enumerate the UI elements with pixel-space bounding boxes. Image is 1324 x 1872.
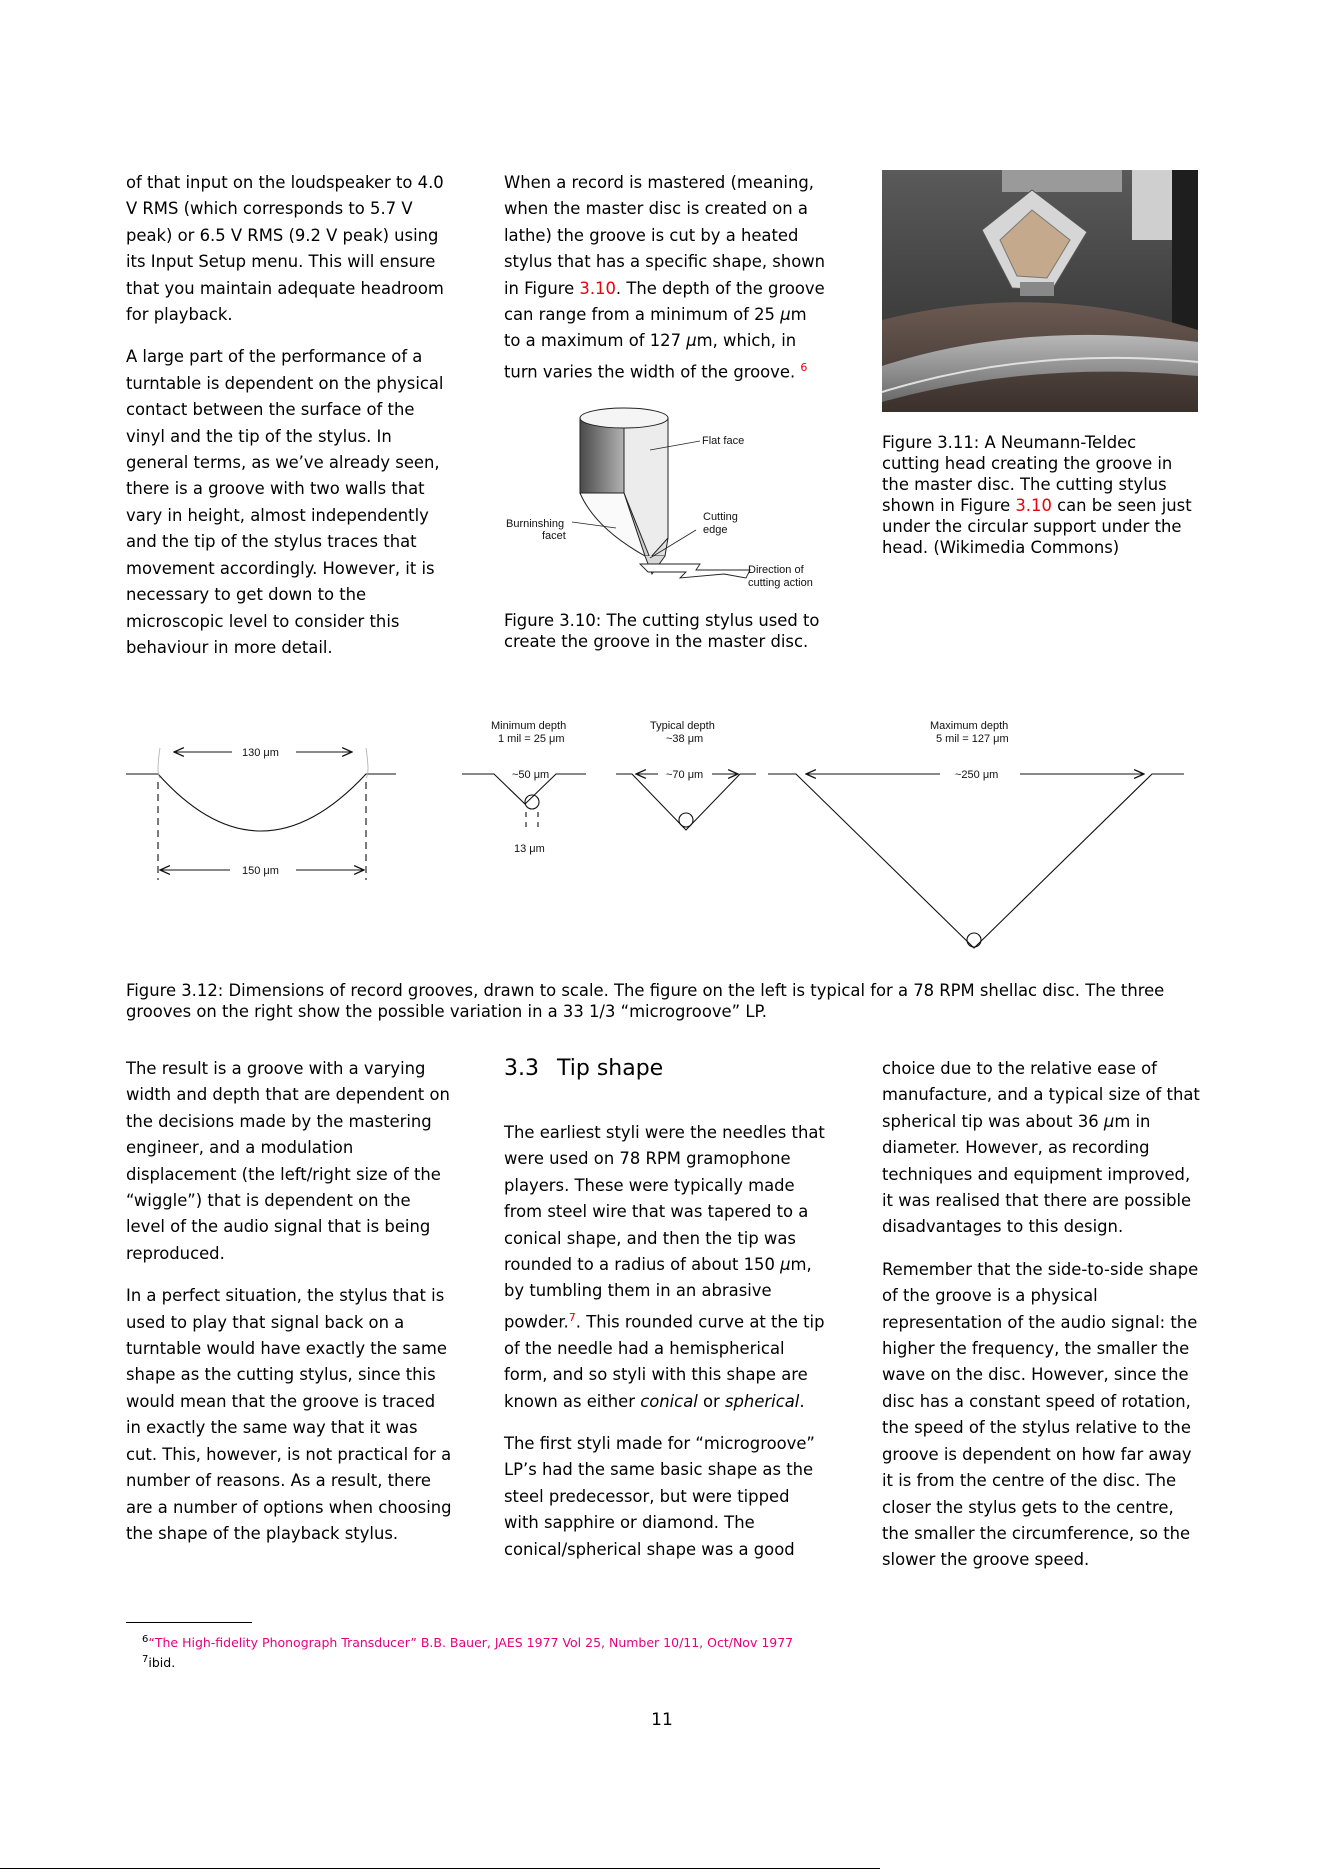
- figure-3-10-caption: Figure 3.10: The cutting stylus used to create the groove in the master disc.: [504, 611, 820, 651]
- label-150um: 150 μm: [242, 865, 279, 877]
- label-cutting-edge: edge: [703, 524, 728, 536]
- mu-symbol: μ: [1103, 1111, 1115, 1131]
- paragraph: [504, 1120, 826, 1415]
- figure-3-12-caption: Figure 3.12: Dimensions of record grooves, drawn to scale. The figure on the left is typical for a 78 RPM shellac disc. The three grooves on the right show the possible variation in a 33 1/3 “microgroove” LP.: [126, 981, 1165, 1021]
- label-typ-um: ~38 μm: [666, 733, 704, 745]
- paragraph: The result is a groove with a varying width and depth that are dependent on the decisions made by the mastering engineer, and a modulation displacement (the left/right size of the “wiggle”) that is dependent on the level of the audio signal that is being reproduced.: [126, 1059, 450, 1263]
- groove-dimensions-diagram: [120, 708, 1200, 958]
- footnote-link[interactable]: “The High-fidelity Phonograph Transducer” B.B. Bauer, JAES 1977 Vol 25, Number 10/11, Oct/Nov 1977: [148, 1635, 794, 1651]
- bottom-rule: [0, 1868, 880, 1869]
- section-number: 3.3: [504, 1056, 539, 1081]
- label-burnishing-facet: Burninshing: [506, 518, 565, 530]
- label-70um: ~70 μm: [666, 769, 704, 781]
- text-run: .: [799, 1391, 805, 1411]
- label-direction: Direction of: [748, 564, 804, 576]
- figure-link[interactable]: 3.10: [579, 278, 616, 298]
- text-run: m in diameter. However, as recording techniques and equipment improved, it was realised that there are possible disadvantages to this design.: [882, 1111, 1192, 1237]
- page-number: 11: [651, 1710, 673, 1730]
- cutting-stylus-diagram: [500, 398, 830, 593]
- mu-symbol: μ: [780, 1255, 791, 1275]
- label-min-mil: 1 mil = 25 μm: [498, 733, 565, 745]
- footnote-ref-6[interactable]: 6: [800, 360, 808, 374]
- column-3-bottom: [882, 1056, 1204, 1590]
- label-250um: ~250 μm: [955, 769, 999, 781]
- text-run: or: [697, 1391, 725, 1411]
- footnote-6: [126, 1631, 793, 1651]
- caption-text: can be seen just under the circular support under the head. (Wikimedia Commons): [882, 496, 1192, 557]
- figure-link[interactable]: 3.10: [1015, 496, 1052, 515]
- label-cutting-edge: Cutting: [703, 511, 738, 523]
- label-130um: 130 μm: [242, 747, 279, 759]
- footnote-rule: [126, 1622, 252, 1623]
- footnotes: [126, 1622, 793, 1671]
- footnote-ref-7[interactable]: 7: [568, 1310, 576, 1324]
- column-1-bottom: [126, 1056, 452, 1563]
- label-max-mil: 5 mil = 127 μm: [936, 733, 1009, 745]
- footnote-number: 7: [142, 1654, 149, 1666]
- emphasis-conical: conical: [640, 1391, 698, 1411]
- section-title: Tip shape: [557, 1056, 664, 1081]
- text-run: m, which, in turn varies the width of the groove.: [504, 331, 801, 382]
- text-run: . This rounded curve at the tip of the needle had a hemispherical form, and so styli with this shape are known as either: [504, 1312, 825, 1411]
- label-flat-face: Flat face: [702, 435, 745, 447]
- cutting-head-photo: [882, 170, 1198, 412]
- text-run: m to a maximum of 127: [504, 305, 807, 351]
- footnote-7: [126, 1651, 793, 1671]
- column-1-top: [126, 170, 448, 677]
- label-50um: ~50 μm: [512, 769, 550, 781]
- text-run: m, by tumbling them in an abrasive powder.: [504, 1255, 812, 1332]
- paragraph: of that input on the loudspeaker to 4.0 V RMS (which corresponds to 5.7 V peak) or 6.5 V RMS (9.2 V peak) using its Input Setup menu. This will ensure that you maintain adequate headroom for playback.: [126, 173, 444, 325]
- emphasis-spherical: spherical: [724, 1391, 800, 1411]
- label-13um: 13 μm: [514, 843, 545, 855]
- paragraph: A large part of the performance of a turntable is dependent on the physical contact between the surface of the vinyl and the tip of the stylus. In general terms, as we’ve already seen, there is a groove with two walls that vary in height, almost independently and the tip of the stylus traces that movement accordingly. However, it is necessary to get down to the microscopic level to consider this behaviour in more detail.: [126, 347, 444, 657]
- caption-text: Figure 3.11: A Neumann-Teldec cutting head creating the groove in the master disc. The cutting stylus shown in Figure: [882, 433, 1173, 515]
- column-2-top: [504, 170, 826, 402]
- label-burnishing-facet: facet: [542, 530, 566, 542]
- paragraph: [504, 170, 826, 386]
- cutting-head-illustration: [882, 170, 1198, 412]
- paragraph: [882, 1056, 1204, 1241]
- label-min-depth: Minimum depth: [491, 720, 567, 732]
- column-2-bottom: [504, 1056, 826, 1579]
- text-run: . The depth of the groove can range from a minimum of 25: [504, 278, 825, 325]
- label-max-depth: Maximum depth: [930, 720, 1009, 732]
- mu-symbol: μ: [780, 305, 791, 325]
- text-run: When a record is mastered (meaning, when the master disc is created on a lathe) the groove is cut by a heated stylus that has a specific shape, shown in Figure: [504, 173, 826, 298]
- paragraph: In a perfect situation, the stylus that is used to play that signal back on a turntable would have exactly the same shape as the cutting stylus, since this would mean that the groove is traced in exactly the same way that it was cut. This, however, is not practical for a number of reasons. As a result, there are a number of options when choosing the shape of the playback stylus.: [126, 1286, 452, 1543]
- figure-3-11-caption: [882, 432, 1198, 558]
- mu-symbol: μ: [686, 331, 697, 351]
- paragraph: The first styli made for “microgroove” LP’s had the same basic shape as the steel predecessor, but were tipped with sapphire or diamond. The conical/spherical shape was a good: [504, 1433, 815, 1559]
- section-heading: [504, 1056, 826, 1082]
- label-direction: cutting action: [748, 577, 813, 589]
- text-run: The earliest styli were the needles that were used on 78 RPM gramophone players. These were typically made from steel wire that was tapered to a conical shape, and then the tip was rounded to a radius of about 150: [504, 1123, 825, 1275]
- paragraph: Remember that the side-to-side shape of the groove is a physical representation of the audio signal: the higher the frequency, the smaller the wave on the disc. However, since the disc has a constant speed of rotation, the speed of the stylus relative to the groove is dependent on how far away it is from the centre of the disc. The closer the stylus gets to the centre, the smaller the circumference, so the slower the groove speed.: [882, 1259, 1199, 1570]
- footnote-number: 6: [142, 1634, 149, 1645]
- text-run: choice due to the relative ease of manufacture, and a typical size of that spherical tip was about 36: [882, 1059, 1200, 1131]
- footnote-text: ibid.: [148, 1655, 176, 1671]
- label-typ-depth: Typical depth: [650, 720, 715, 732]
